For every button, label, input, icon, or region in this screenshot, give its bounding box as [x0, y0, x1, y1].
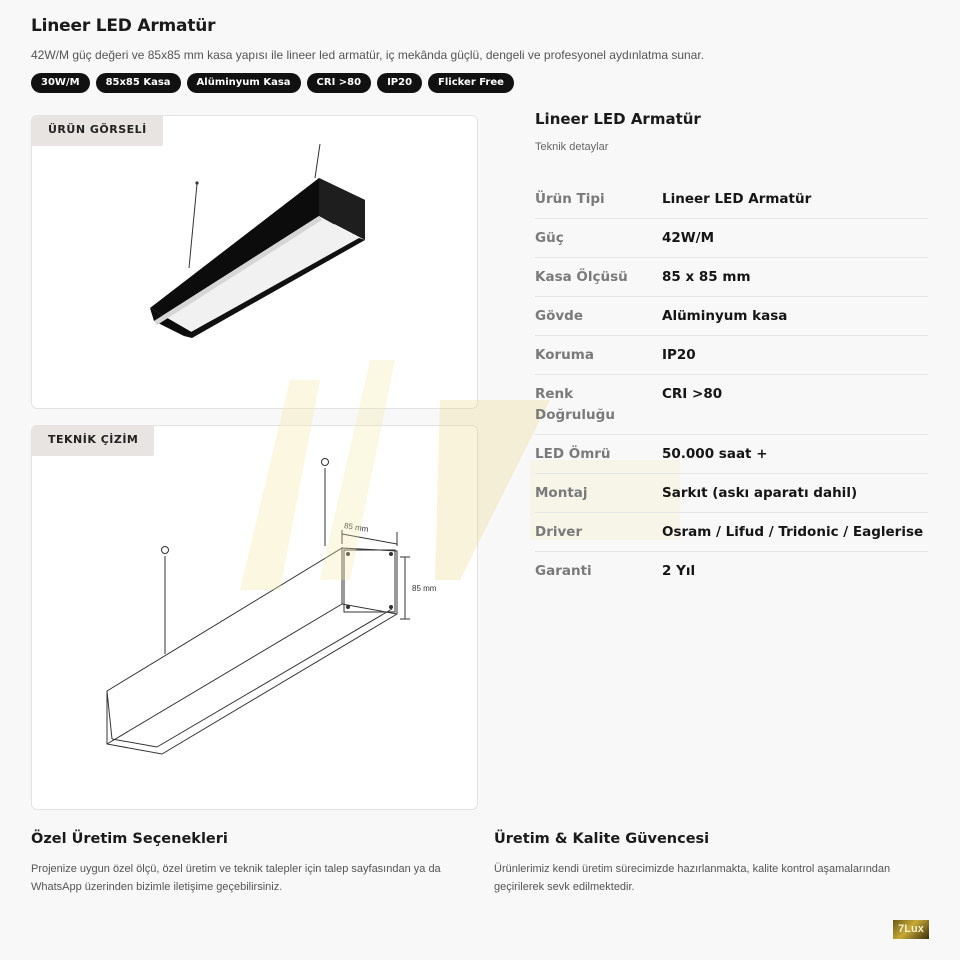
chip-ip20: IP20 — [377, 73, 422, 93]
spec-row-product-type — [535, 180, 928, 219]
spec-value: Osram / Lifud / Tridonic / Eaglerise — [662, 524, 924, 540]
spec-value: 2 Yıl — [662, 563, 696, 579]
custom-production-title: Özel Üretim Seçenekleri — [31, 831, 228, 847]
spec-value: 50.000 saat + — [662, 446, 768, 462]
spec-value: IP20 — [662, 347, 696, 363]
spec-key: Kasa Ölçüsü — [535, 269, 628, 285]
spec-value: 85 x 85 mm — [662, 269, 751, 285]
spec-row-mounting — [535, 474, 928, 513]
chip-housing-size: 85x85 Kasa — [96, 73, 181, 93]
custom-production-section — [31, 831, 461, 896]
spec-key: Garanti — [535, 563, 592, 579]
spec-subtitle: Teknik detaylar — [535, 141, 609, 153]
quality-assurance-text: Ürünlerimiz kendi üretim sürecimizde hazırlanmakta, kalite kontrol aşamalarından geçirilerek sevk edilmektedir. — [494, 863, 891, 893]
spec-key: Güç — [535, 230, 564, 246]
technical-drawing-label: TEKNİK ÇİZİM — [32, 426, 154, 456]
linear-led-fixture-image — [32, 116, 477, 408]
spec-table — [535, 180, 928, 590]
quality-assurance-title: Üretim & Kalite Güvencesi — [494, 831, 710, 847]
dimension-width-label: 85 mm — [343, 521, 370, 534]
spec-key: Driver — [535, 524, 583, 540]
spec-key: Montaj — [535, 485, 588, 501]
page-subtitle: 42W/M güç değeri ve 85x85 mm kasa yapısı ile lineer led armatür, iç mekânda güçlü, dengeli ve profesyonel aydınlatma sunar. — [31, 48, 705, 62]
chip-cri: CRI >80 — [307, 73, 372, 93]
chip-power: 30W/M — [31, 73, 90, 93]
technical-drawing-card — [31, 425, 478, 810]
technical-drawing — [32, 426, 477, 809]
spec-value: 42W/M — [662, 230, 715, 246]
spec-key: Renk Doğruluğu — [535, 386, 615, 423]
chip-aluminum: Alüminyum Kasa — [187, 73, 301, 93]
spec-key: Gövde — [535, 308, 583, 324]
product-image-label: ÜRÜN GÖRSELİ — [32, 116, 163, 146]
spec-value: Alüminyum kasa — [662, 308, 788, 324]
spec-row-color-rendering — [535, 375, 928, 435]
dimension-height-label: 85 mm — [412, 584, 437, 593]
spec-row-housing-size — [535, 258, 928, 297]
spec-key: LED Ömrü — [535, 446, 611, 462]
feature-chips — [31, 73, 514, 93]
custom-production-text: Projenize uygun özel ölçü, özel üretim ve teknik talepler için talep sayfasından ya da WhatsApp üzerinden bizimle iletişime geçebilirsiniz. — [31, 863, 441, 893]
spec-row-warranty — [535, 552, 928, 590]
spec-key: Ürün Tipi — [535, 191, 605, 207]
spec-row-led-life — [535, 435, 928, 474]
spec-value: CRI >80 — [662, 386, 723, 402]
spec-key: Koruma — [535, 347, 594, 363]
spec-row-power — [535, 219, 928, 258]
page-title: Lineer LED Armatür — [31, 16, 216, 36]
quality-assurance-section — [494, 831, 914, 896]
chip-flicker-free: Flicker Free — [428, 73, 514, 93]
spec-value: Lineer LED Armatür — [662, 191, 812, 207]
spec-row-protection — [535, 336, 928, 375]
spec-value: Sarkıt (askı aparatı dahil) — [662, 485, 858, 501]
spec-title: Lineer LED Armatür — [535, 110, 701, 128]
spec-row-body — [535, 297, 928, 336]
product-image-card — [31, 115, 478, 409]
spec-row-driver — [535, 513, 928, 552]
brand-logo: 7Lux — [893, 920, 929, 939]
